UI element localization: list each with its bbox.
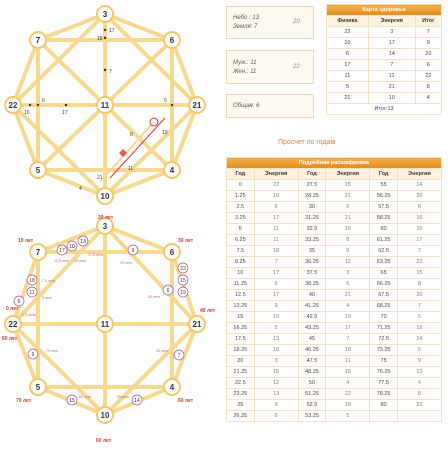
table-cell: 7 xyxy=(254,257,298,268)
c1-minor-right-a: 5 xyxy=(164,98,167,104)
c1-minor-diag-c: 11 xyxy=(128,166,134,172)
detail-table xyxy=(226,157,442,422)
table-cell: 7 xyxy=(397,301,441,312)
table-row xyxy=(227,180,442,191)
c2-age-top: 20 лет xyxy=(98,215,114,221)
table-row: 11 11 22 xyxy=(327,71,442,82)
c2-age-5: 5 лет xyxy=(42,296,52,300)
table-cell: 5 xyxy=(254,323,298,334)
c2-age-11: 75 лет xyxy=(46,349,58,353)
table-cell xyxy=(370,411,398,422)
c1-minor-diag-b: 13 xyxy=(162,130,168,136)
table-cell: 75 xyxy=(370,356,398,367)
c1-minor-top-b: 18 xyxy=(97,36,103,42)
table-cell: 22 xyxy=(254,180,298,191)
c1-node-left: 22 xyxy=(8,101,18,110)
c2-circle-3: 9 xyxy=(131,248,135,254)
c2-age-right: 40 лет xyxy=(200,308,216,314)
table-cell: 62.5 xyxy=(370,246,398,257)
table-cell: 33.25 xyxy=(298,235,326,246)
table-cell: 9 xyxy=(254,400,298,411)
table-cell xyxy=(397,411,441,422)
table-cell: 26.25 xyxy=(227,411,255,422)
male-female-box xyxy=(226,50,314,84)
c1-minor-left-c: 17 xyxy=(62,110,68,116)
table-row: 10 17 9 xyxy=(327,38,442,49)
male-label: Муж.: 11 xyxy=(233,60,257,66)
table-cell: 11 xyxy=(254,235,298,246)
c2-age-left: 0 лет xyxy=(6,306,19,312)
table-cell: 8 xyxy=(397,279,441,290)
c2-circle-8: 15 xyxy=(69,398,75,404)
table-row xyxy=(227,301,442,312)
sky-earth-box xyxy=(226,6,314,39)
table-cell: 41.25 xyxy=(298,301,326,312)
sky-earth-value: 20 xyxy=(293,19,300,25)
table-row xyxy=(227,367,442,378)
c2-circle-6: 6 xyxy=(17,299,21,305)
c2-circle-1: 10 xyxy=(69,244,75,250)
table-cell: 10 xyxy=(326,312,370,323)
c1-minor-diag-a: 8 xyxy=(130,132,133,138)
table-cell: 6 xyxy=(254,411,298,422)
table-cell: 22 xyxy=(326,389,370,400)
table-row xyxy=(227,290,442,301)
c2-node-left-bottom: 5 xyxy=(35,383,41,392)
table-cell: 14 xyxy=(397,180,441,191)
c2-age-bottom: 60 лет xyxy=(96,438,112,444)
table-cell: 66.25 xyxy=(370,279,398,290)
dt-header-2: Год xyxy=(298,169,326,180)
health-card-title: Карта здоровья xyxy=(327,5,442,16)
c2-circle-5: 11 xyxy=(29,290,35,296)
table-cell: 6 xyxy=(397,202,441,213)
table-cell: 10 xyxy=(397,224,441,235)
table-cell: 21.25 xyxy=(227,367,255,378)
c2-circle-2: 13 xyxy=(80,239,86,245)
table-cell: 18.25 xyxy=(227,345,255,356)
c2-age-0: 12,5 лет xyxy=(54,259,69,263)
table-cell: 9 xyxy=(326,246,370,257)
table-cell: 20 xyxy=(397,290,441,301)
table-row xyxy=(227,356,442,367)
c1-node-right: 21 xyxy=(192,101,202,110)
table-cell: 15 xyxy=(326,224,370,235)
table-cell: 58.25 xyxy=(370,213,398,224)
table-cell: 19 xyxy=(397,323,441,334)
table-cell: 0 xyxy=(227,180,255,191)
table-cell: 15 xyxy=(326,367,370,378)
table-row: 22 3 7 xyxy=(327,27,442,38)
table-cell: 12.5 xyxy=(227,290,255,301)
table-cell: 9 xyxy=(254,301,298,312)
table-cell: 3 xyxy=(326,268,370,279)
table-cell: 17 xyxy=(254,213,298,224)
table-cell: 11 xyxy=(326,356,370,367)
table-cell: 32.5 xyxy=(298,224,326,235)
table-cell: 51.25 xyxy=(298,389,326,400)
c2-age-9: 65 лет xyxy=(79,395,91,399)
table-cell: 17.5 xyxy=(227,334,255,345)
table-cell: 8.25 xyxy=(227,257,255,268)
table-cell: 13.25 xyxy=(227,301,255,312)
table-cell: 17 xyxy=(254,290,298,301)
table-cell: 37.5 xyxy=(298,268,326,279)
c1-minor-bottom-b: 4 xyxy=(79,186,82,192)
male-female-value: 22 xyxy=(293,64,300,70)
table-cell: 21 xyxy=(326,191,370,202)
table-cell: 27.5 xyxy=(298,180,326,191)
table-cell: 56.25 xyxy=(370,191,398,202)
dt-header-0: Год xyxy=(227,169,255,180)
table-cell: 3.25 xyxy=(227,213,255,224)
c2-node-right-top: 6 xyxy=(169,248,175,257)
table-row xyxy=(227,213,442,224)
sky-label: Небо : 13 xyxy=(233,15,260,21)
c2-node-center: 11 xyxy=(100,320,110,329)
table-cell: 21 xyxy=(326,290,370,301)
c2-age-3: 25 лет xyxy=(120,261,132,265)
health-card-table xyxy=(326,4,442,115)
c2-node-left: 22 xyxy=(8,320,18,329)
general-label: Общая: 6 xyxy=(233,103,260,109)
table-row xyxy=(227,191,442,202)
table-cell: 1.25 xyxy=(227,191,255,202)
c2-circle-12: 6 xyxy=(166,288,170,294)
c1-minor-top-a: 17 xyxy=(109,28,115,34)
table-cell: 3 xyxy=(254,356,298,367)
table-row xyxy=(227,334,442,345)
c2-age-left-top: 10 лет xyxy=(18,238,34,244)
table-cell: 5 xyxy=(397,345,441,356)
table-cell: 5 xyxy=(397,312,441,323)
table-cell: 77.5 xyxy=(370,378,398,389)
table-cell: 42.5 xyxy=(298,312,326,323)
c2-age-1: 15 лет xyxy=(74,259,86,263)
table-cell: 6 xyxy=(254,202,298,213)
c2-age-left-bottom: 70 лет xyxy=(16,398,32,404)
c1-node-left-bottom: 5 xyxy=(35,166,41,175)
table-cell: 61.25 xyxy=(370,235,398,246)
table-cell: 63.25 xyxy=(370,257,398,268)
table-cell: 11.25 xyxy=(227,279,255,290)
table-cell: 22 xyxy=(397,400,441,411)
table-cell: 47.5 xyxy=(298,356,326,367)
table-row xyxy=(227,389,442,400)
table-cell: 52.5 xyxy=(298,400,326,411)
table-row xyxy=(227,279,442,290)
c2-age-8: 45 лет xyxy=(156,349,168,353)
c2-node-top: 3 xyxy=(102,222,108,231)
table-cell: 17 xyxy=(254,268,298,279)
table-row xyxy=(227,400,442,411)
table-row xyxy=(227,224,442,235)
table-cell: 5 xyxy=(326,411,370,422)
table-cell: 35 xyxy=(298,246,326,257)
c2-age-6: 7,5 лет xyxy=(42,279,55,283)
table-cell: 50 xyxy=(298,378,326,389)
table-cell: 7.5 xyxy=(227,246,255,257)
dt-header-1: Энергия xyxy=(254,169,298,180)
table-cell: 16 xyxy=(254,345,298,356)
table-row xyxy=(227,312,442,323)
c2-node-bottom: 10 xyxy=(100,411,110,420)
c2-age-2: 17,5 лет xyxy=(88,253,103,257)
table-row xyxy=(227,268,442,279)
table-cell: 15 xyxy=(326,180,370,191)
c2-age-left2: 60 лет xyxy=(2,336,18,342)
hc-header-2: Итог xyxy=(415,16,441,27)
table-cell: 2.5 xyxy=(227,202,255,213)
table-row xyxy=(227,323,442,334)
table-cell: 65 xyxy=(370,268,398,279)
table-cell: 45 xyxy=(298,334,326,345)
table-cell: 28.25 xyxy=(298,191,326,202)
table-cell: 15 xyxy=(227,312,255,323)
c1-node-right-bottom: 4 xyxy=(169,166,175,175)
table-cell: 70 xyxy=(370,312,398,323)
table-cell: 25 xyxy=(227,400,255,411)
dt-header-4: Год xyxy=(370,169,398,180)
matrix-chart-bottom xyxy=(0,212,220,450)
table-cell: 21 xyxy=(326,213,370,224)
c2-node-right-bottom: 4 xyxy=(169,383,175,392)
table-cell: 48.25 xyxy=(298,367,326,378)
c1-minor-top-c: 7 xyxy=(109,69,112,75)
table-cell: 7 xyxy=(397,246,441,257)
table-cell: 11 xyxy=(254,224,298,235)
c2-circle-10: 23 xyxy=(180,266,186,272)
table-row xyxy=(227,345,442,356)
heart-icon xyxy=(119,149,127,157)
table-cell: 6 xyxy=(254,279,298,290)
table-cell: 8 xyxy=(326,235,370,246)
table-cell: 13 xyxy=(254,389,298,400)
dt-header-5: Энергия xyxy=(397,169,441,180)
table-row: 17 7 6 xyxy=(327,60,442,71)
table-cell: 8 xyxy=(397,389,441,400)
table-cell: 68.25 xyxy=(370,301,398,312)
table-cell: 78.25 xyxy=(370,389,398,400)
table-cell: 55 xyxy=(370,180,398,191)
dt-header-3: Энергия xyxy=(326,169,370,180)
table-cell: 57.5 xyxy=(370,202,398,213)
c2-circle-4: 18 xyxy=(29,278,35,284)
detail-title: Подробная расшифровка xyxy=(227,158,442,169)
table-cell: 22 xyxy=(397,257,441,268)
table-cell: 15 xyxy=(254,367,298,378)
table-cell: 4 xyxy=(326,378,370,389)
c1-minor-bottom-a: 21 xyxy=(97,175,103,181)
table-cell: 16 xyxy=(397,213,441,224)
c1-minor-left-a: 6 xyxy=(42,98,45,104)
table-cell: 14 xyxy=(397,334,441,345)
table-cell: 9 xyxy=(397,356,441,367)
table-row xyxy=(227,378,442,389)
table-cell: 4 xyxy=(397,378,441,389)
table-cell: 71.25 xyxy=(370,323,398,334)
c1-node-top: 3 xyxy=(102,10,108,19)
hc-header-0: Физика xyxy=(327,16,369,27)
dollar-icon xyxy=(150,118,158,126)
table-cell: 36.25 xyxy=(298,257,326,268)
table-cell: 10 xyxy=(227,268,255,279)
c2-circle-9: 14 xyxy=(134,398,140,404)
table-cell: 73.25 xyxy=(370,345,398,356)
table-cell: 80 xyxy=(370,400,398,411)
c1-node-center: 11 xyxy=(100,101,110,110)
c1-node-right-top: 6 xyxy=(169,36,175,45)
table-row xyxy=(227,246,442,257)
table-cell: 22.5 xyxy=(227,378,255,389)
c2-circle-7: 9 xyxy=(31,352,35,358)
table-cell: 6.25 xyxy=(227,235,255,246)
table-cell: 13 xyxy=(397,367,441,378)
table-cell: 18 xyxy=(326,345,370,356)
table-cell: 53.25 xyxy=(298,411,326,422)
table-cell: 13 xyxy=(254,334,298,345)
table-cell: 5 xyxy=(227,224,255,235)
table-cell: 20 xyxy=(397,191,441,202)
c2-age-right-top: 30 лет xyxy=(178,238,194,244)
c1-node-bottom: 10 xyxy=(100,192,110,201)
table-cell: 17 xyxy=(397,235,441,246)
table-cell: 46.25 xyxy=(298,345,326,356)
table-cell: 23.25 xyxy=(227,389,255,400)
table-cell: 60 xyxy=(370,224,398,235)
table-cell: 18 xyxy=(326,400,370,411)
c2-age-7: 35 лет xyxy=(148,295,160,299)
matrix-chart-top xyxy=(0,0,220,210)
female-label: Жен.: 11 xyxy=(233,69,257,75)
table-cell: 40 xyxy=(298,290,326,301)
table-cell: 17 xyxy=(326,323,370,334)
table-cell: 7 xyxy=(326,334,370,345)
table-cell: 16.25 xyxy=(227,323,255,334)
table-cell: 67.5 xyxy=(370,290,398,301)
table-cell: 6 xyxy=(326,202,370,213)
table-cell: 43.25 xyxy=(298,323,326,334)
c2-node-right: 21 xyxy=(192,320,202,329)
table-cell: 10 xyxy=(254,191,298,202)
table-cell: 72.5 xyxy=(370,334,398,345)
table-cell: 31.25 xyxy=(298,213,326,224)
table-cell: 6 xyxy=(326,279,370,290)
c2-circle-14: 7 xyxy=(177,353,181,359)
table-cell: 30 xyxy=(298,202,326,213)
table-row xyxy=(227,411,442,422)
c2-node-left-top: 7 xyxy=(35,248,41,257)
c2-circle-0: 17 xyxy=(59,248,65,254)
table-cell: 38.25 xyxy=(298,279,326,290)
table-row xyxy=(227,257,442,268)
table-cell: 76.25 xyxy=(370,367,398,378)
table-cell: 4 xyxy=(326,301,370,312)
c2-age-4: 2,5 года xyxy=(22,313,36,317)
table-cell: 18 xyxy=(254,246,298,257)
table-row xyxy=(227,202,442,213)
earth-label: Земля: 7 xyxy=(233,24,258,30)
section-title-by-years: Просчет по годам xyxy=(278,139,336,146)
table-cell: 15 xyxy=(397,268,441,279)
c1-minor-left-b: 10 xyxy=(24,110,30,116)
table-cell: 20 xyxy=(227,356,255,367)
table-cell: 10 xyxy=(254,312,298,323)
hc-header-1: Энергия xyxy=(368,16,415,27)
c2-circle-11: 15 xyxy=(180,278,186,284)
c2-circle-13: 19 xyxy=(180,290,186,296)
c2-age-10: 55 лет xyxy=(117,395,129,399)
table-row xyxy=(227,235,442,246)
health-card-footer: Итог:13 xyxy=(327,104,442,115)
table-row: 21 10 4 xyxy=(327,93,442,104)
c2-age-right-bottom: 50 лет xyxy=(178,398,194,404)
table-cell: 12 xyxy=(254,378,298,389)
general-box xyxy=(226,94,314,118)
c1-node-left-top: 7 xyxy=(35,36,41,45)
table-cell: 12 xyxy=(326,257,370,268)
table-row: 5 21 8 xyxy=(327,82,442,93)
table-row: 6 14 20 xyxy=(327,49,442,60)
